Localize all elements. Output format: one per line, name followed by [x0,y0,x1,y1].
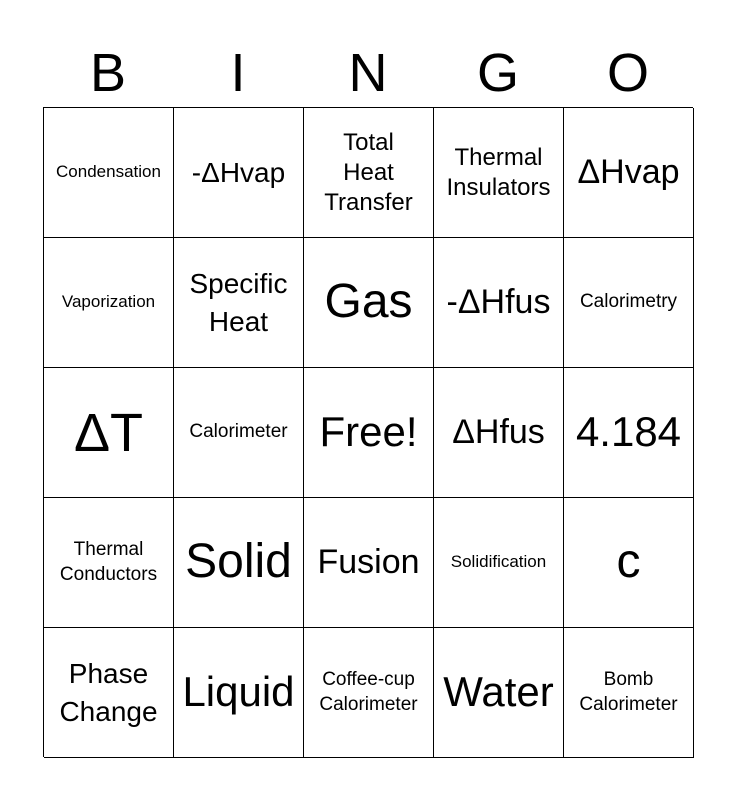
free-space-cell[interactable]: Free! [304,368,434,498]
bingo-board [43,107,693,757]
bingo-cell[interactable]: Thermal Conductors [44,498,174,628]
bingo-cell[interactable]: ΔHvap [564,108,694,238]
bingo-cell[interactable]: Calorimeter [174,368,304,498]
bingo-cell[interactable]: Gas [304,238,434,368]
bingo-cell[interactable]: Solid [174,498,304,628]
bingo-cell[interactable]: Liquid [174,628,304,758]
header-letter-n: N [348,43,388,103]
bingo-cell[interactable]: 4.184 [564,368,694,498]
bingo-cell[interactable]: Condensation [44,108,174,238]
bingo-cell[interactable]: ΔT [44,368,174,498]
header-letter-g: G [476,43,519,103]
bingo-cell[interactable]: Total Heat Transfer [304,108,434,238]
bingo-cell[interactable]: Fusion [304,498,434,628]
bingo-cell[interactable]: Vaporization [44,238,174,368]
bingo-cell[interactable]: Bomb Calorimeter [564,628,694,758]
bingo-cell[interactable]: Water [434,628,564,758]
header-letter-i: I [230,43,246,103]
bingo-cell[interactable]: Thermal Insulators [434,108,564,238]
bingo-cell[interactable]: Phase Change [44,628,174,758]
header-letter-o: O [606,43,649,103]
bingo-cell[interactable]: Solidification [434,498,564,628]
bingo-cell[interactable]: c [564,498,694,628]
bingo-cell[interactable]: Specific Heat [174,238,304,368]
bingo-cell[interactable]: -ΔHvap [174,108,304,238]
bingo-header [43,40,693,106]
header-letter-b: B [89,43,127,103]
bingo-cell[interactable]: ΔHfus [434,368,564,498]
bingo-cell[interactable]: Calorimetry [564,238,694,368]
bingo-cell[interactable]: Coffee-cup Calorimeter [304,628,434,758]
bingo-cell[interactable]: -ΔHfus [434,238,564,368]
